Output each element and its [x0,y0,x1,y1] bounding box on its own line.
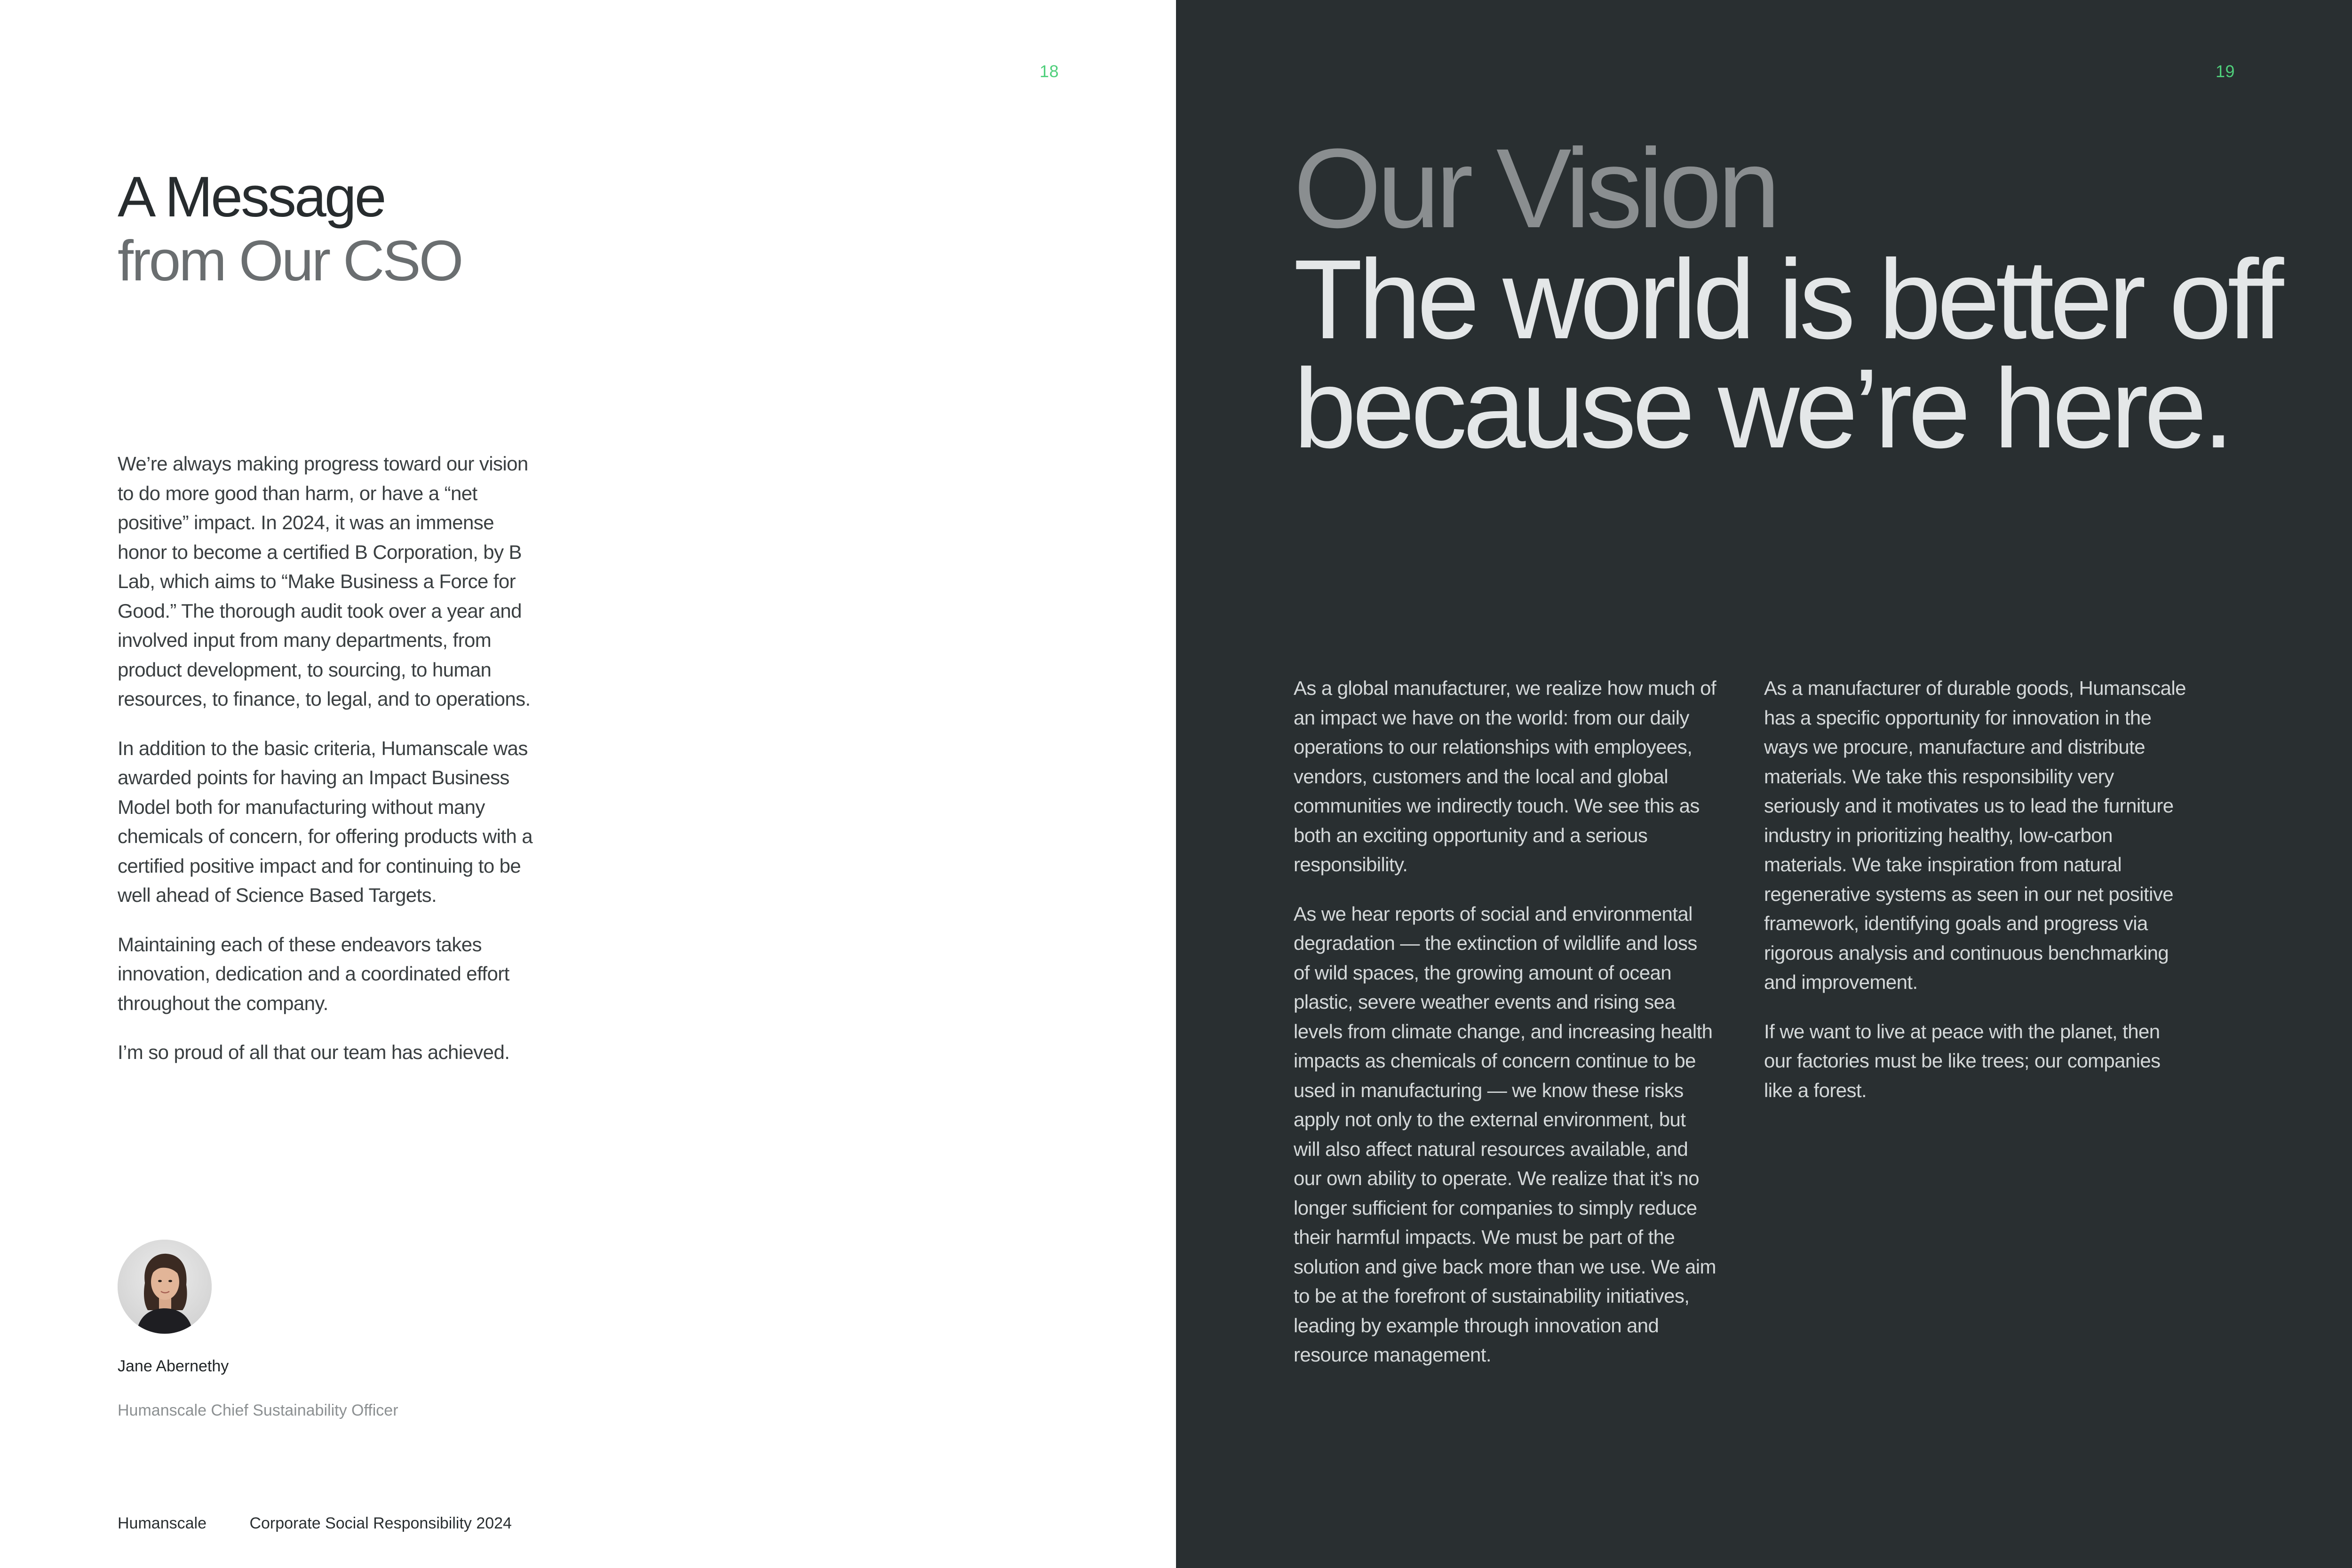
right-page [1176,0,2352,1568]
body-paragraph: We’re always making progress toward our vision to do more good than harm, or have a “net positive” impact. In 2024, it was an immense honor to become a certified B Corporation, by B Lab, which aims to “Make Business a Force for Good.” The thorough audit took over a year and involved input from many departments, from product development, to sourcing, to human resources, to finance, to legal, and to operations. [118,453,531,710]
cso-name: Jane Abernethy [118,1357,229,1375]
vision-column-2 [1764,674,2187,1125]
vision-statement: The world is better off because we’re here. [1294,236,2280,471]
cso-portrait-photo [118,1240,212,1334]
footer-report-title: Corporate Social Responsibility 2024 [249,1514,512,1532]
cso-message-heading [118,165,682,293]
body-paragraph: I’m so proud of all that our team has achieved. [118,1041,510,1063]
page-number-right: 19 [2216,62,2235,81]
page-number-left: 18 [1040,62,1059,81]
body-paragraph: As we hear reports of social and environmental degradation — the extinction of wildlife and loss of wild spaces, the growing amount of ocean plastic, severe weather events and rising sea levels from climate change, and increasing health impacts as chemicals of concern continue to be used in manufacturing — we know these risks apply not only to the external environment, but will also affect natural resources available, and our own ability to operate. We realize that it’s no longer sufficient for companies to simply reduce their harmful impacts. We must be part of the solution and give back more than we use. We aim to be at the forefront of sustainability initiatives, leading by example through innovation and resource management. [1294,902,1716,1366]
vision-label: Our Vision [1294,125,1777,251]
cso-title: Humanscale Chief Sustainability Officer [118,1401,398,1419]
vision-column-1 [1294,674,1717,1390]
heading-line-2: from Our CSO [118,229,462,293]
body-paragraph: If we want to live at peace with the planet, then our factories must be like trees; our companies like a forest. [1764,1020,2161,1101]
cso-message-body [118,449,541,1087]
body-paragraph: As a manufacturer of durable goods, Humanscale has a specific opportunity for innovation in the ways we procure, manufacture and distribute materials. We take this responsibility very seriously and it motivates us to lead the furniture industry in prioritizing healthy, low-carbon materials. We take inspiration from natural regenerative systems as seen in our net positive framework, identifying goals and progress via rigorous analysis and continuous benchmarking and improvement. [1764,677,2186,993]
heading-line-1: A Message [118,165,385,229]
body-paragraph: Maintaining each of these endeavors takes innovation, dedication and a coordinated effort throughout the company. [118,933,509,1014]
body-paragraph: As a global manufacturer, we realize how much of an impact we have on the world: from our daily operations to our relationships with employees, vendors, customers and the local and global communities we indirectly touch. We see this as both an exciting opportunity and a serious responsibility. [1294,677,1716,876]
footer-brand: Humanscale [118,1514,207,1532]
body-paragraph: In addition to the basic criteria, Humanscale was awarded points for having an Impact Business Model both for manufacturing without many chemicals of concern, for offering products with a certified positive impact and for continuing to be well ahead of Science Based Targets. [118,737,533,906]
page-footer [118,1513,512,1534]
portrait-illustration [118,1240,212,1334]
